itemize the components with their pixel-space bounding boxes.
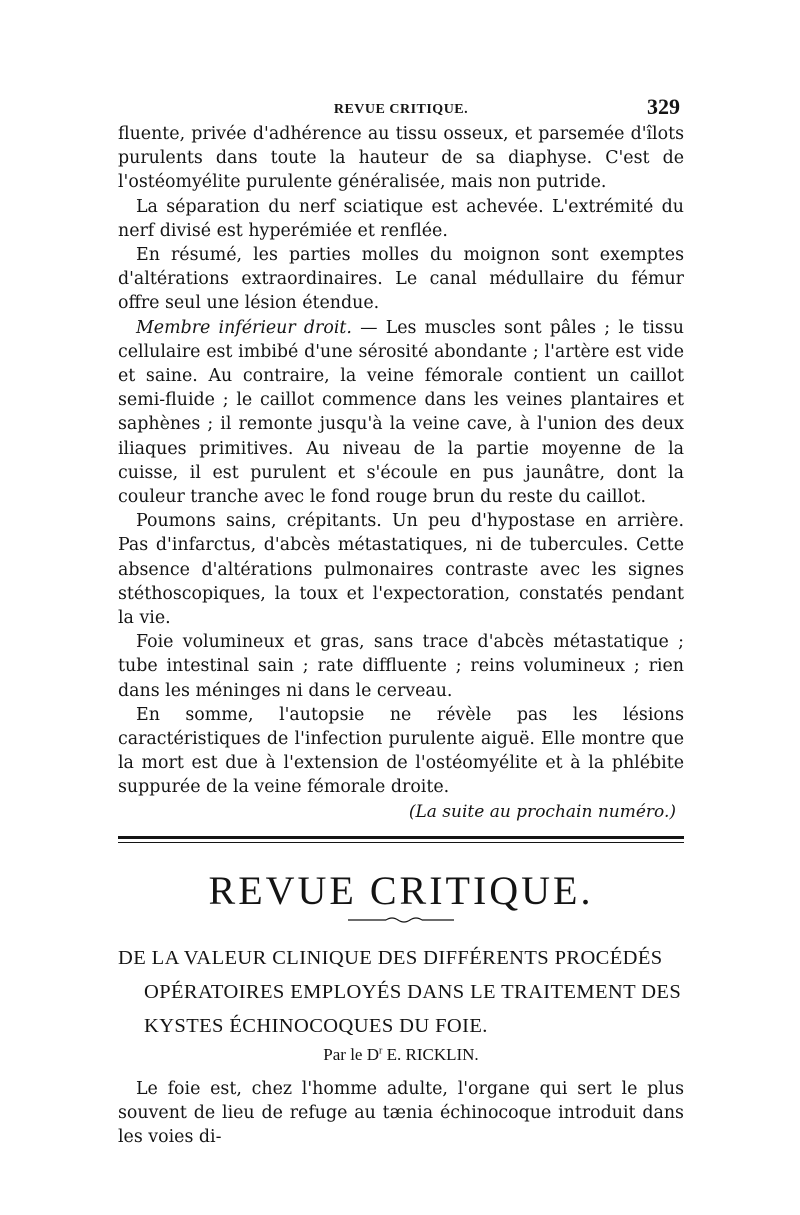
ornament-icon <box>346 915 456 925</box>
byline <box>118 1045 684 1065</box>
membre-text: — Les muscles sont pâles ; le tissu cellulaire est imbibé d'une sérosité abondante ; l'artère est vide et saine. Au contraire, la veine fémorale contient un caillot semi-fluide ; le caillot commence dans les veines plantaires et saphènes ; il remonte jusqu'à la veine cave, à l'union des deux iliaques primitives. Au niveau de la partie moyenne de la cuisse, il est purulent et s'écoule en pus jaunâtre, dont la couleur tranche avec le fond rouge brun du reste du caillot. <box>118 317 684 508</box>
page-number: 329 <box>647 94 680 119</box>
paragraph-foie: Foie volumineux et gras, sans trace d'abcès métastatique ; tube intestinal sain ; rate diffluente ; reins volumineux ; rien dans les méninges ni dans le cerveau. <box>118 632 684 701</box>
byline-sup: r <box>379 1045 383 1057</box>
paragraph-membre-inferieur <box>118 316 684 510</box>
divider-thick-rule <box>118 836 684 839</box>
section-divider <box>118 836 684 843</box>
paragraph-resume: En résumé, les parties molles du moignon sont exemptes d'altérations extraordinaires. Le canal médullaire du fémur offre seul une lésion étendue. <box>118 245 684 314</box>
continuation-note: (La suite au prochain numéro.) <box>408 801 676 822</box>
paragraph-continued: fluente, privée d'adhérence au tissu osseux, et parsemée d'îlots purulents dans toute la hauteur de sa diaphyse. C'est de l'ostéomyélite purulente généralisée, mais non putride. <box>118 124 684 193</box>
paragraph-nerf-sciatique: La séparation du nerf sciatique est achevée. L'extrémité du nerf divisé est hyperémiée et renflée. <box>118 196 684 241</box>
byline-prefix: Par le D <box>323 1044 380 1064</box>
article-title-line-1: DE LA VALEUR CLINIQUE DES DIFFÉRENTS PROCÉDÉS <box>118 946 663 969</box>
article-title-line-3: KYSTES ÉCHINOCOQUES DU FOIE. <box>144 1014 488 1037</box>
paragraph-opening: Le foie est, chez l'homme adulte, l'organe qui sert le plus souvent de lieu de refuge au tænia échinocoque introduit dans les voies di- <box>118 1078 684 1148</box>
paragraph-poumons: Poumons sains, crépitants. Un peu d'hypostase en arrière. Pas d'infarctus, d'abcès métastatiques, ni de tubercules. Cette absence d'altérations pulmonaires contraste avec les signes stéthoscopiques, la toux et l'expectoration, constatés pendant la vie. <box>118 511 684 629</box>
page <box>118 92 684 1149</box>
section-title: REVUE CRITIQUE. <box>208 867 594 913</box>
membre-lead: Membre inférieur droit. <box>136 317 352 338</box>
divider-thin-rule <box>118 842 684 843</box>
running-header <box>118 92 684 122</box>
article-title <box>118 941 684 1043</box>
article-title-line-2: OPÉRATOIRES EMPLOYÉS DANS LE TRAITEMENT DES <box>144 980 682 1003</box>
paragraph-en-somme: En somme, l'autopsie ne révèle pas les lésions caractéristiques de l'infection purulente aiguë. Elle montre que la mort est due à l'extension de l'ostéomyélite et à la phlébite suppurée de la veine fémorale droite. <box>118 704 684 798</box>
byline-author: E. RICKLIN. <box>382 1044 479 1064</box>
running-title: REVUE CRITIQUE. <box>333 102 469 117</box>
